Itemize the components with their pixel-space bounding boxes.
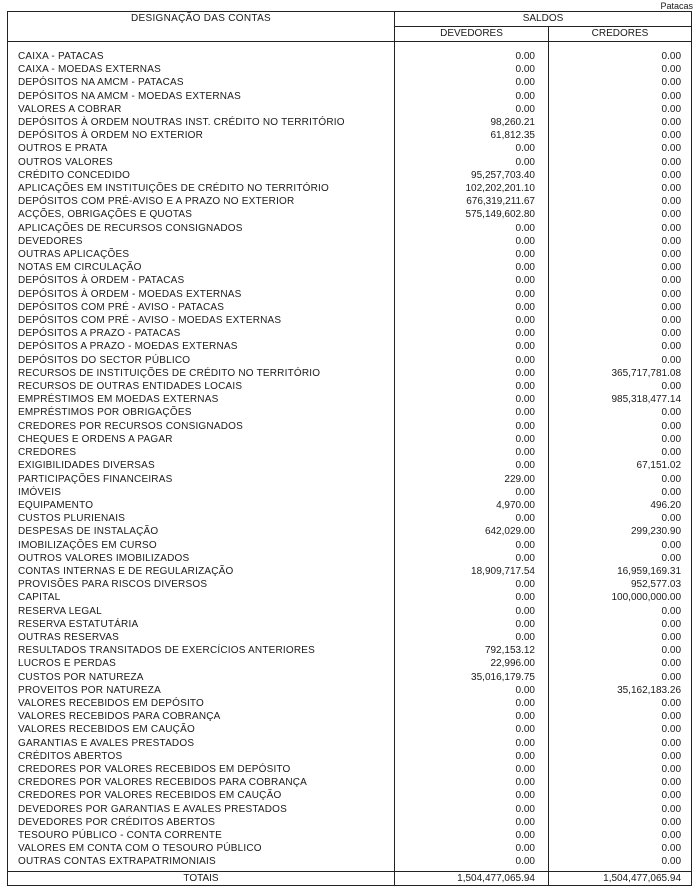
table-row [8,446,692,459]
credores-value: 0.00 [549,552,692,565]
devedores-value: 0.00 [395,697,549,710]
account-name: DEPÓSITOS À ORDEM - PATACAS [8,274,395,287]
account-name: NOTAS EM CIRCULAÇÃO [8,261,395,274]
devedores-header: DEVEDORES [395,27,549,42]
account-name: CREDORES [8,446,395,459]
table-row [8,842,692,855]
devedores-value: 0.00 [395,380,549,393]
table-row [8,710,692,723]
account-name: VALORES EM CONTA COM O TESOURO PÚBLICO [8,842,395,855]
table-row [8,90,692,103]
table-row [8,142,692,155]
account-name: CAIXA - PATACAS [8,42,395,64]
table-row [8,605,692,618]
table-row [8,261,692,274]
account-name: CAPITAL [8,591,395,604]
credores-value: 299,230.90 [549,525,692,538]
credores-value: 0.00 [549,129,692,142]
credores-value: 365,717,781.08 [549,367,692,380]
devedores-value: 0.00 [395,288,549,301]
account-name: APLICAÇÕES DE RECURSOS CONSIGNADOS [8,222,395,235]
account-name: RECURSOS DE INSTITUIÇÕES DE CRÉDITO NO TERRITÓRIO [8,367,395,380]
table-row [8,671,692,684]
devedores-value: 0.00 [395,235,549,248]
devedores-value: 0.00 [395,855,549,871]
devedores-value: 0.00 [395,327,549,340]
credores-value: 0.00 [549,512,692,525]
devedores-value: 4,970.00 [395,499,549,512]
devedores-value: 0.00 [395,737,549,750]
credores-value: 0.00 [549,301,692,314]
account-name: DEVEDORES POR CRÉDITOS ABERTOS [8,816,395,829]
account-name: RECURSOS DE OUTRAS ENTIDADES LOCAIS [8,380,395,393]
credores-value: 0.00 [549,354,692,367]
table-row [8,723,692,736]
table-row [8,327,692,340]
devedores-value: 0.00 [395,142,549,155]
devedores-value: 0.00 [395,90,549,103]
account-name: ACÇÕES, OBRIGAÇÕES E QUOTAS [8,208,395,221]
table-row [8,697,692,710]
devedores-value: 0.00 [395,631,549,644]
account-name: DEPÓSITOS NA AMCM - MOEDAS EXTERNAS [8,90,395,103]
account-name: DEPÓSITOS COM PRÉ-AVISO E A PRAZO NO EXTERIOR [8,195,395,208]
account-name: CRÉDITOS ABERTOS [8,750,395,763]
account-name: GARANTIAS E AVALES PRESTADOS [8,737,395,750]
table-row [8,789,692,802]
devedores-value: 0.00 [395,314,549,327]
credores-value: 0.00 [549,446,692,459]
credores-value: 0.00 [549,222,692,235]
credores-value: 0.00 [549,776,692,789]
credores-value: 0.00 [549,710,692,723]
devedores-value: 95,257,703.40 [395,169,549,182]
totals-label: TOTAIS [8,871,395,885]
credores-value: 100,000,000.00 [549,591,692,604]
table-row [8,565,692,578]
account-name: DEPÓSITOS COM PRÉ - AVISO - MOEDAS EXTERNAS [8,314,395,327]
credores-header: CREDORES [549,27,692,42]
totals-row [8,871,692,885]
table-row [8,552,692,565]
credores-value: 0.00 [549,816,692,829]
devedores-value: 0.00 [395,578,549,591]
devedores-value: 0.00 [395,274,549,287]
table-row [8,750,692,763]
account-name: IMÓVEIS [8,486,395,499]
table-row [8,684,692,697]
table-row [8,314,692,327]
credores-value: 0.00 [549,340,692,353]
account-name: RESERVA LEGAL [8,605,395,618]
account-name: CREDORES POR RECURSOS CONSIGNADOS [8,420,395,433]
devedores-value: 0.00 [395,103,549,116]
account-name: PROVISÕES PARA RISCOS DIVERSOS [8,578,395,591]
table-row [8,737,692,750]
devedores-value: 0.00 [395,222,549,235]
devedores-value: 102,202,201.10 [395,182,549,195]
account-name: DEPÓSITOS A PRAZO - MOEDAS EXTERNAS [8,340,395,353]
credores-value: 0.00 [549,855,692,871]
table-row [8,354,692,367]
devedores-value: 0.00 [395,393,549,406]
table-row [8,169,692,182]
credores-value: 16,959,169.31 [549,565,692,578]
account-name: DEVEDORES POR GARANTIAS E AVALES PRESTADOS [8,803,395,816]
account-name: EQUIPAMENTO [8,499,395,512]
table-row [8,776,692,789]
credores-value: 496.20 [549,499,692,512]
credores-value: 0.00 [549,829,692,842]
account-name: VALORES RECEBIDOS EM CAUÇÃO [8,723,395,736]
account-name: VALORES A COBRAR [8,103,395,116]
account-name: CHEQUES E ORDENS A PAGAR [8,433,395,446]
account-name: CRÉDITO CONCEDIDO [8,169,395,182]
credores-value: 67,151.02 [549,459,692,472]
table-row [8,816,692,829]
devedores-value: 642,029.00 [395,525,549,538]
account-name: OUTROS VALORES [8,156,395,169]
devedores-value: 676,319,211.67 [395,195,549,208]
credores-value: 0.00 [549,618,692,631]
table-row [8,182,692,195]
devedores-value: 61,812.35 [395,129,549,142]
table-row [8,578,692,591]
table-row [8,116,692,129]
devedores-value: 0.00 [395,539,549,552]
account-name: LUCROS E PERDAS [8,657,395,670]
credores-value: 0.00 [549,605,692,618]
table-row [8,525,692,538]
account-name: APLICAÇÕES EM INSTITUIÇÕES DE CRÉDITO NO TERRITÓRIO [8,182,395,195]
table-row [8,222,692,235]
table-row [8,420,692,433]
balance-sheet-table [7,11,692,886]
table-row [8,459,692,472]
account-rows [8,42,692,872]
credores-value: 0.00 [549,631,692,644]
table-row [8,433,692,446]
devedores-value: 0.00 [395,789,549,802]
account-name: DEPÓSITOS À ORDEM NO EXTERIOR [8,129,395,142]
devedores-value: 0.00 [395,618,549,631]
credores-value: 952,577.03 [549,578,692,591]
account-name: PROVEITOS POR NATUREZA [8,684,395,697]
table-row [8,591,692,604]
devedores-value: 0.00 [395,750,549,763]
table-row [8,129,692,142]
table-row [8,499,692,512]
account-name: OUTRAS APLICAÇÕES [8,248,395,261]
table-row [8,248,692,261]
credores-value: 0.00 [549,63,692,76]
account-name: CREDORES POR VALORES RECEBIDOS PARA COBRANÇA [8,776,395,789]
credores-value: 0.00 [549,473,692,486]
table-row [8,539,692,552]
devedores-value: 0.00 [395,156,549,169]
credores-value: 0.00 [549,803,692,816]
account-name: EXIGIBILIDADES DIVERSAS [8,459,395,472]
account-name: OUTRAS CONTAS EXTRAPATRIMONIAIS [8,855,395,871]
table-row [8,406,692,419]
devedores-value: 0.00 [395,605,549,618]
account-name: IMOBILIZAÇÕES EM CURSO [8,539,395,552]
devedores-value: 0.00 [395,842,549,855]
account-name: OUTRAS RESERVAS [8,631,395,644]
devedores-value: 0.00 [395,829,549,842]
devedores-value: 18,909,717.54 [395,565,549,578]
account-name: TESOURO PÚBLICO - CONTA CORRENTE [8,829,395,842]
credores-value: 0.00 [549,433,692,446]
devedores-value: 0.00 [395,552,549,565]
credores-value: 0.00 [549,116,692,129]
credores-value: 0.00 [549,657,692,670]
table-row [8,340,692,353]
account-name: VALORES RECEBIDOS PARA COBRANÇA [8,710,395,723]
account-name: CAIXA - MOEDAS EXTERNAS [8,63,395,76]
devedores-value: 98,260.21 [395,116,549,129]
account-name: EMPRÉSTIMOS EM MOEDAS EXTERNAS [8,393,395,406]
credores-value: 35,162,183.26 [549,684,692,697]
devedores-value: 0.00 [395,459,549,472]
currency-unit-label: Patacas [660,1,693,11]
devedores-value: 0.00 [395,512,549,525]
account-name: DEPÓSITOS À ORDEM NOUTRAS INST. CRÉDITO NO TERRITÓRIO [8,116,395,129]
table-row [8,644,692,657]
credores-value: 0.00 [549,76,692,89]
table-row [8,631,692,644]
table-row [8,855,692,871]
table-row [8,473,692,486]
devedores-value: 0.00 [395,684,549,697]
credores-value: 0.00 [549,737,692,750]
credores-value: 0.00 [549,235,692,248]
devedores-value: 0.00 [395,710,549,723]
credores-value: 0.00 [549,644,692,657]
devedores-value: 0.00 [395,763,549,776]
devedores-value: 22,996.00 [395,657,549,670]
table-row [8,103,692,116]
credores-value: 0.00 [549,90,692,103]
account-name: EMPRÉSTIMOS POR OBRIGAÇÕES [8,406,395,419]
devedores-value: 0.00 [395,367,549,380]
table-row [8,156,692,169]
designation-header: DESIGNAÇÃO DAS CONTAS [8,12,395,42]
account-name: DEPÓSITOS A PRAZO - PATACAS [8,327,395,340]
devedores-value: 0.00 [395,340,549,353]
table-row [8,195,692,208]
credores-value: 0.00 [549,789,692,802]
account-name: CONTAS INTERNAS E DE REGULARIZAÇÃO [8,565,395,578]
saldos-header: SALDOS [395,12,692,27]
devedores-value: 0.00 [395,433,549,446]
table-row [8,288,692,301]
credores-value: 0.00 [549,169,692,182]
account-name: DEPÓSITOS À ORDEM - MOEDAS EXTERNAS [8,288,395,301]
account-name: VALORES RECEBIDOS EM DEPÓSITO [8,697,395,710]
devedores-value: 0.00 [395,803,549,816]
account-name: OUTROS E PRATA [8,142,395,155]
devedores-value: 792,153.12 [395,644,549,657]
account-name: CREDORES POR VALORES RECEBIDOS EM CAUÇÃO [8,789,395,802]
credores-value: 0.00 [549,274,692,287]
credores-value: 0.00 [549,248,692,261]
table-row [8,618,692,631]
devedores-value: 575,149,602.80 [395,208,549,221]
devedores-value: 0.00 [395,406,549,419]
table-row [8,76,692,89]
table-row [8,63,692,76]
account-name: DEPÓSITOS DO SECTOR PÚBLICO [8,354,395,367]
devedores-value: 0.00 [395,42,549,64]
credores-value: 0.00 [549,261,692,274]
totals-credores: 1,504,477,065.94 [549,871,692,885]
account-name: DEPÓSITOS COM PRÉ - AVISO - PATACAS [8,301,395,314]
devedores-value: 35,016,179.75 [395,671,549,684]
devedores-value: 0.00 [395,816,549,829]
credores-value: 0.00 [549,763,692,776]
account-name: RESULTADOS TRANSITADOS DE EXERCÍCIOS ANTERIORES [8,644,395,657]
devedores-value: 0.00 [395,354,549,367]
account-name: CUSTOS POR NATUREZA [8,671,395,684]
credores-value: 0.00 [549,182,692,195]
devedores-value: 0.00 [395,63,549,76]
devedores-value: 0.00 [395,723,549,736]
table-row [8,657,692,670]
account-name: CREDORES POR VALORES RECEBIDOS EM DEPÓSITO [8,763,395,776]
credores-value: 0.00 [549,697,692,710]
table-row [8,763,692,776]
table-row [8,235,692,248]
account-name: DEPÓSITOS NA AMCM - PATACAS [8,76,395,89]
table-row [8,42,692,64]
table-row [8,301,692,314]
credores-value: 985,318,477.14 [549,393,692,406]
devedores-value: 0.00 [395,486,549,499]
totals-devedores: 1,504,477,065.94 [395,871,549,885]
credores-value: 0.00 [549,156,692,169]
credores-value: 0.00 [549,723,692,736]
devedores-value: 0.00 [395,446,549,459]
credores-value: 0.00 [549,486,692,499]
account-name: OUTROS VALORES IMOBILIZADOS [8,552,395,565]
table-row [8,486,692,499]
credores-value: 0.00 [549,420,692,433]
account-name: RESERVA ESTATUTÁRIA [8,618,395,631]
devedores-value: 0.00 [395,420,549,433]
devedores-value: 0.00 [395,591,549,604]
credores-value: 0.00 [549,288,692,301]
table-row [8,393,692,406]
credores-value: 0.00 [549,42,692,64]
table-row [8,274,692,287]
table-row [8,380,692,393]
account-name: DEVEDORES [8,235,395,248]
devedores-value: 0.00 [395,776,549,789]
credores-value: 0.00 [549,314,692,327]
account-name: PARTICIPAÇÕES FINANCEIRAS [8,473,395,486]
devedores-value: 229.00 [395,473,549,486]
table-row [8,367,692,380]
devedores-value: 0.00 [395,248,549,261]
account-name: CUSTOS PLURIENAIS [8,512,395,525]
table-row [8,803,692,816]
credores-value: 0.00 [549,327,692,340]
credores-value: 0.00 [549,671,692,684]
table-row [8,208,692,221]
table-row [8,512,692,525]
credores-value: 0.00 [549,208,692,221]
devedores-value: 0.00 [395,261,549,274]
devedores-value: 0.00 [395,76,549,89]
credores-value: 0.00 [549,406,692,419]
credores-value: 0.00 [549,539,692,552]
credores-value: 0.00 [549,142,692,155]
credores-value: 0.00 [549,380,692,393]
devedores-value: 0.00 [395,301,549,314]
table-row [8,829,692,842]
credores-value: 0.00 [549,750,692,763]
credores-value: 0.00 [549,195,692,208]
account-name: DESPESAS DE INSTALAÇÃO [8,525,395,538]
credores-value: 0.00 [549,842,692,855]
credores-value: 0.00 [549,103,692,116]
